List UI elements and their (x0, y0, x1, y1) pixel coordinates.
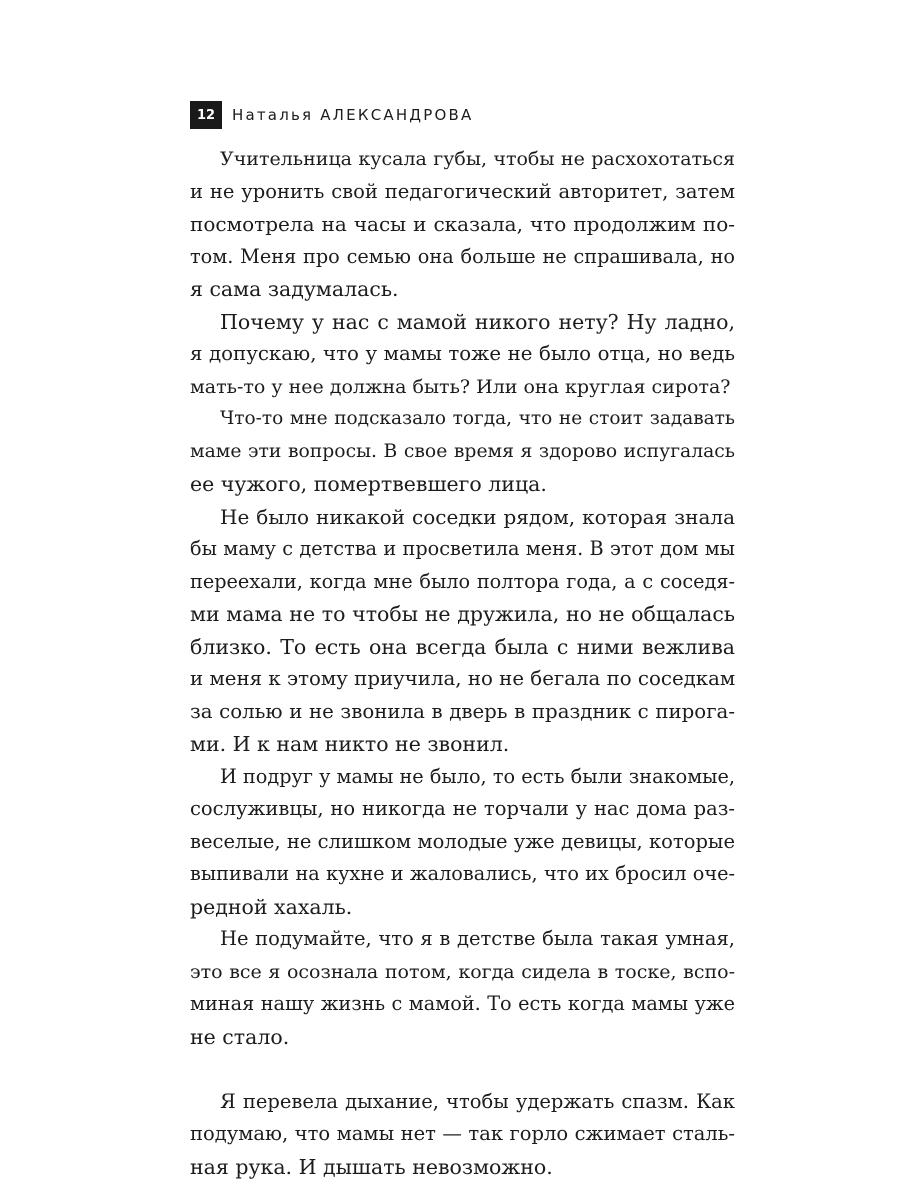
text-line: и меня к этому приучила, но не бегала по соседкам (190, 667, 736, 690)
text-line: Не было никакой соседки рядом, которая знала (220, 504, 735, 529)
text-line: переехали, когда мне было полтора года, а с соседя- (190, 569, 735, 593)
text-line: ми мама не то чтобы не дружила, но не общалась (190, 602, 735, 626)
text-line: И подруг у мамы не было, то есть были знакомые, (220, 764, 735, 788)
text-line: мать-то у нее должна быть? Или она круглая сирота? (190, 375, 731, 398)
text-line: Я перевела дыхание, чтобы удержать спазм. Как (220, 1089, 735, 1113)
paragraph (190, 306, 735, 404)
author-name: Наталья АЛЕКСАНДРОВА (232, 106, 474, 124)
text-line: за солью и не звонила в дверь в праздник с пирога- (190, 699, 735, 723)
text-line: ми. И к нам никто не звонил. (190, 732, 510, 756)
text-line: ее чужого, помертвевшего лица. (190, 472, 547, 496)
text-line: маме эти вопросы. В свое время я здорово испугалась (190, 440, 735, 462)
text-line: я сама задумалась. (190, 277, 399, 301)
text-line: посмотрела на часы и сказала, что продолжим по- (190, 212, 735, 236)
text-line: и не уронить свой педагогический авторитет, затем (190, 179, 735, 203)
text-line: это все я осознала потом, когда сидела в тоске, вспо- (190, 960, 735, 983)
text-line: подумаю, что мамы нет — так горло сжимает сталь- (190, 1122, 735, 1145)
text-line: веселые, не слишком молодые уже девицы, которые (190, 829, 735, 853)
paragraph (190, 1086, 735, 1184)
text-line: Почему у нас с мамой никого нету? Ну ладно, (220, 309, 735, 334)
text-line: Не подумайте, что я в детстве была такая умная, (220, 927, 735, 950)
body-text (190, 143, 735, 1183)
text-line: том. Меня про семью она больше не спрашивала, но (190, 244, 735, 268)
paragraph (190, 501, 735, 761)
text-line: бы маму с детства и просветила меня. В этот дом мы (190, 537, 735, 560)
text-line: Что-то мне подсказало тогда, что не стоит задавать (220, 408, 735, 429)
paragraph (190, 923, 735, 1053)
paragraph (190, 403, 735, 501)
text-line: близко. То есть она всегда была с ними вежлива (190, 634, 735, 659)
page-number: 12 (190, 101, 222, 129)
text-line: выпивали на кухне и жаловались, что их бросил оче- (190, 862, 735, 885)
text-line: редной хахаль. (190, 894, 353, 919)
paragraph (190, 761, 735, 924)
running-head (190, 101, 473, 129)
text-line: Учительница кусала губы, чтобы не расхохотаться (220, 148, 735, 170)
text-line: ная рука. И дышать невозможно. (190, 1154, 553, 1179)
section-break (190, 1053, 735, 1086)
paragraph (190, 143, 735, 306)
text-line: не стало. (190, 1024, 290, 1049)
text-line: сослуживцы, но никогда не торчали у нас дома раз- (190, 797, 735, 820)
text-line: я допускаю, что у мамы тоже не было отца, но ведь (190, 342, 735, 365)
text-line: миная нашу жизнь с мамой. То есть когда мамы уже (190, 992, 735, 1015)
